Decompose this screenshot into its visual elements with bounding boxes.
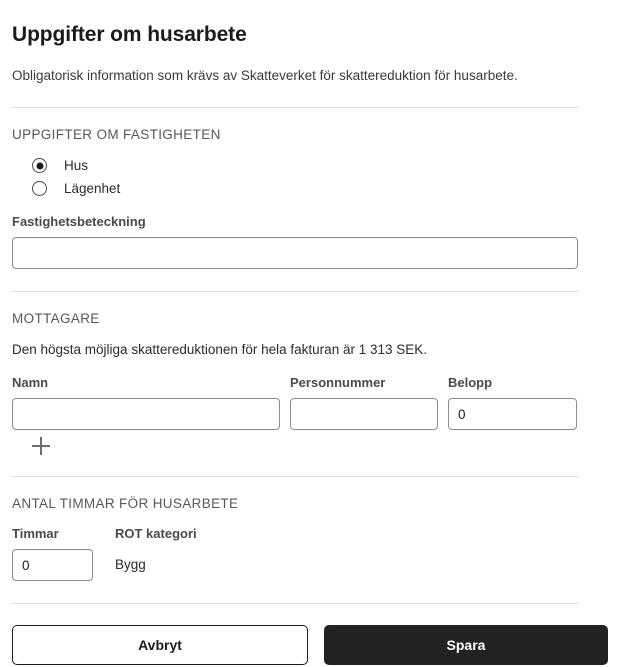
recipient-name-field [12,375,280,430]
hours-row [12,511,611,581]
recipient-amount-field [448,375,577,430]
plus-icon[interactable] [32,437,50,455]
recipient-row [12,357,611,430]
recipient-amount-input[interactable] [448,398,577,430]
section-heading-property: UPPGIFTER OM FASTIGHETEN [12,127,221,143]
hours-field [12,526,93,581]
property-designation-field [12,200,611,269]
rot-category-field [115,526,197,572]
label-rot-kategori: ROT kategori [115,526,197,542]
property-type-radio-group [12,142,611,200]
hours-input[interactable] [12,549,93,581]
page-title: Uppgifter om husarbete [12,23,247,46]
radio-option-lagenhet[interactable] [12,177,611,200]
label-belopp: Belopp [448,375,493,391]
recipient-personal-number-input[interactable] [290,398,438,430]
radio-unselected-icon [32,181,47,196]
radio-option-hus[interactable] [12,154,611,177]
max-reduction-info: Den högsta möjliga skattereduktionen för hela fakturan är 1 313 SEK. [12,342,427,358]
radio-selected-icon [32,158,47,173]
section-heading-hours: ANTAL TIMMAR FÖR HUSARBETE [12,496,239,512]
label-personnummer: Personnummer [290,375,386,391]
label-namn: Namn [12,375,49,391]
label-fastighetsbeteckning: Fastighetsbeteckning [12,214,146,230]
rot-category-value: Bygg [115,557,146,573]
fastighetsbeteckning-input[interactable] [12,237,578,269]
cancel-button[interactable]: Avbryt [12,625,308,665]
recipient-name-input[interactable] [12,398,280,430]
radio-label-lagenhet: Lägenhet [64,181,121,197]
section-heading-recipient: MOTTAGARE [12,311,100,327]
radio-label-hus: Hus [64,158,89,174]
add-recipient-row [12,430,611,455]
label-timmar: Timmar [12,526,59,542]
save-button[interactable]: Spara [324,625,608,665]
page-description: Obligatorisk information som krävs av Skatteverket för skattereduktion för husarbete. [12,68,518,83]
recipient-personal-number-field [290,375,438,430]
form-footer [12,604,611,665]
